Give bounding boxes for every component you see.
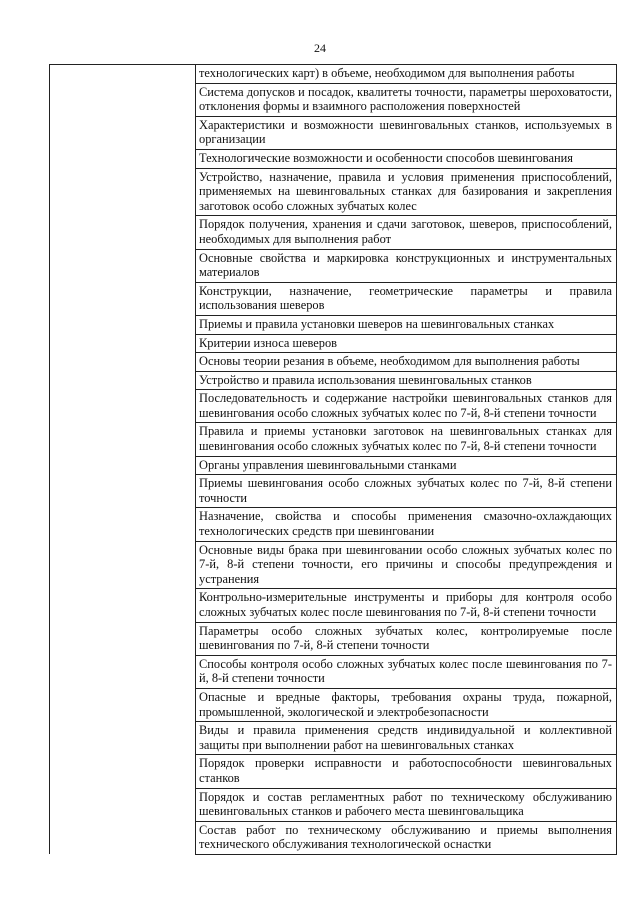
knowledge-item: Приемы и правила установки шеверов на шевинговальных станках: [196, 316, 616, 335]
knowledge-item: Порядок и состав регламентных работ по техническому обслуживанию шевинговальных станков и рабочего места шевинговальщика: [196, 789, 616, 822]
knowledge-item: Способы контроля особо сложных зубчатых колес после шевингования по 7-й, 8-й степени точности: [196, 656, 616, 689]
knowledge-item: Назначение, свойства и способы применения смазочно-охлаждающих технологических средств при шевинговании: [196, 508, 616, 541]
knowledge-item: Система допусков и посадок, квалитеты точности, параметры шероховатости, отклонения формы и взаимного расположения поверхностей: [196, 84, 616, 117]
knowledge-item: Состав работ по техническому обслуживанию и приемы выполнения технического обслуживания технологической оснастки: [199, 822, 612, 852]
knowledge-item: Основные свойства и маркировка конструкционных и инструментальных материалов: [196, 250, 616, 283]
knowledge-item: Конструкции, назначение, геометрические параметры и правила использования шеверов: [196, 283, 616, 316]
knowledge-item: Порядок проверки исправности и работоспособности шевинговальных станков: [196, 755, 616, 788]
knowledge-item: Устройство и правила использования шевинговальных станков: [196, 372, 616, 391]
knowledge-item: Характеристики и возможности шевинговальных станков, используемых в организации: [196, 117, 616, 150]
page-number: 24: [314, 41, 326, 55]
knowledge-list: [196, 65, 616, 854]
knowledge-item: Устройство, назначение, правила и условия применения приспособлений, применяемых на шевинговальных станках для базирования и закрепления заготовок особо сложных зубчатых колес: [196, 169, 616, 217]
knowledge-item: Параметры особо сложных зубчатых колес, контролируемые после шевингования по 7-й, 8-й степени точности: [196, 623, 616, 656]
knowledge-item: Критерии износа шеверов: [196, 335, 616, 354]
knowledge-item: Последовательность и содержание настройки шевинговальных станков для шевингования особо сложных зубчатых колес по 7-й, 8-й степени точности: [196, 390, 616, 423]
knowledge-item: технологических карт) в объеме, необходимом для выполнения работы: [196, 65, 616, 84]
left-column-cell: [50, 65, 196, 855]
knowledge-item: Основные виды брака при шевинговании особо сложных зубчатых колес по 7-й, 8-й степени точности, его причины и способы предупреждения и устранения: [196, 542, 616, 590]
right-column-cell: [196, 65, 617, 855]
knowledge-item: Опасные и вредные факторы, требования охраны труда, пожарной, промышленной, экологической и электробезопасности: [196, 689, 616, 722]
knowledge-item: Приемы шевингования особо сложных зубчатых колес по 7-й, 8-й степени точности: [196, 475, 616, 508]
knowledge-item: Контрольно-измерительные инструменты и приборы для контроля особо сложных зубчатых колес после шевингования по 7-й, 8-й степени точности: [196, 589, 616, 622]
knowledge-item: Органы управления шевинговальными станками: [196, 457, 616, 476]
knowledge-item: Основы теории резания в объеме, необходимом для выполнения работы: [196, 353, 616, 372]
knowledge-item: Порядок получения, хранения и сдачи заготовок, шеверов, приспособлений, необходимых для выполнения работ: [196, 216, 616, 249]
table-row: [50, 65, 617, 855]
knowledge-item: Технологические возможности и особенности способов шевингования: [196, 150, 616, 169]
knowledge-item: Виды и правила применения средств индивидуальной и коллективной защиты при выполнении работ на шевинговальных станках: [196, 722, 616, 755]
knowledge-table: [49, 64, 617, 855]
knowledge-item: Правила и приемы установки заготовок на шевинговальных станках для шевингования особо сложных зубчатых колес по 7-й, 8-й степени точности: [196, 423, 616, 456]
